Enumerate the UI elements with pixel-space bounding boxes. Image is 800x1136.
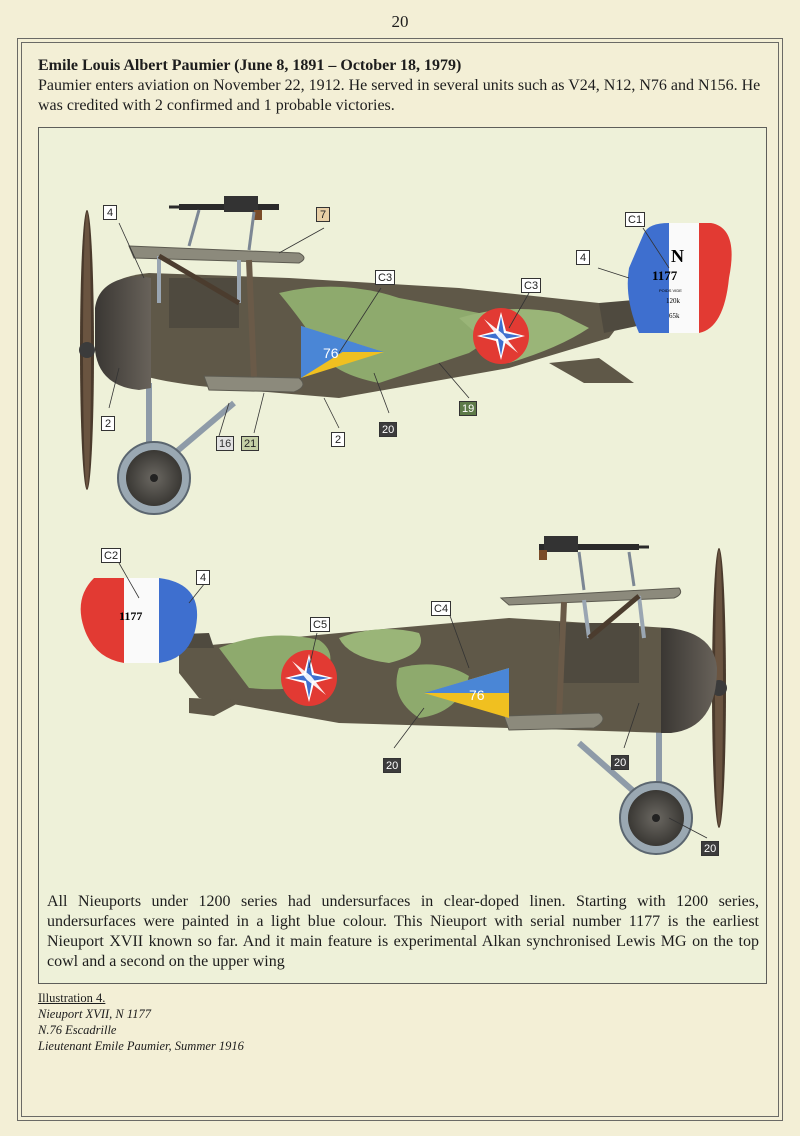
page-number: 20: [391, 12, 409, 31]
top-aircraft-profile: [79, 196, 732, 514]
aircraft-profiles: [39, 128, 767, 888]
callout-tag: 7: [316, 207, 330, 222]
bottom-aircraft-profile: [81, 536, 727, 854]
caption-title: Illustration 4.: [38, 991, 106, 1005]
callout-tag: C3: [375, 270, 395, 285]
bio-text: Paumier enters aviation on November 22, 1912. He served in several units such as V24, N12, N76 and N156. He was credited with 2 confirmed and 1 probable victories.: [38, 77, 761, 114]
caption-line-unit: N.76 Escadrille: [38, 1023, 117, 1037]
callout-tag: 16: [216, 436, 234, 451]
bottom-pennant-number: 76: [469, 687, 485, 703]
top-propeller: [79, 210, 95, 490]
bottom-wing-machine-gun: [539, 536, 649, 560]
illustration-caption: [38, 990, 244, 1054]
callout-tag: C3: [521, 278, 541, 293]
top-rudder-small-2: 120k: [666, 297, 680, 305]
bio-title: Emile Louis Albert Paumier (June 8, 1891 – October 18, 1979): [38, 57, 462, 74]
top-rudder: [628, 223, 732, 333]
illustration-panel: [38, 127, 767, 984]
top-rudder-serial: 1177: [652, 268, 678, 283]
top-rudder-small-1: POIDS VIDE: [659, 288, 682, 293]
top-wing-machine-gun: [169, 196, 279, 220]
callout-tag: 4: [196, 570, 210, 585]
caption-line-aircraft: Nieuport XVII, N 1177: [38, 1007, 151, 1021]
top-pennant-number: 76: [323, 345, 339, 361]
callout-tag: 20: [379, 422, 397, 437]
illustration-description: All Nieuports under 1200 series had undersurfaces in clear-doped linen. Starting with 1200 series, undersurfaces were painted in a light blue colour. This Nieuport with serial number 1177 is the earliest Nieuport XVII known so far. And it main feature is experimental Alkan synchronised Lewis MG on the top cowl and a second on the upper wing: [47, 893, 759, 970]
callout-tag: 20: [383, 758, 401, 773]
top-rudder-letter: N: [671, 246, 684, 266]
callout-tag: C5: [310, 617, 330, 632]
callout-tag: 20: [611, 755, 629, 770]
top-rudder-small-3: 65k: [669, 312, 680, 320]
callout-tag: C4: [431, 601, 451, 616]
top-wheel: [118, 442, 190, 514]
bottom-rudder: [81, 578, 197, 663]
callout-tag: 2: [101, 416, 115, 431]
callout-tag: 4: [103, 205, 117, 220]
callout-tag: C1: [625, 212, 645, 227]
top-roundel: [473, 308, 529, 364]
callout-tag: C2: [101, 548, 121, 563]
callout-tag: 2: [331, 432, 345, 447]
bottom-wheel: [620, 782, 692, 854]
caption-line-pilot: Lieutenant Emile Paumier, Summer 1916: [38, 1039, 244, 1053]
bottom-rudder-serial: 1177: [119, 609, 143, 623]
callout-tag: 20: [701, 841, 719, 856]
callout-tag: 19: [459, 401, 477, 416]
bottom-roundel: [281, 650, 337, 706]
callout-tag: 4: [576, 250, 590, 265]
callout-tag: 21: [241, 436, 259, 451]
